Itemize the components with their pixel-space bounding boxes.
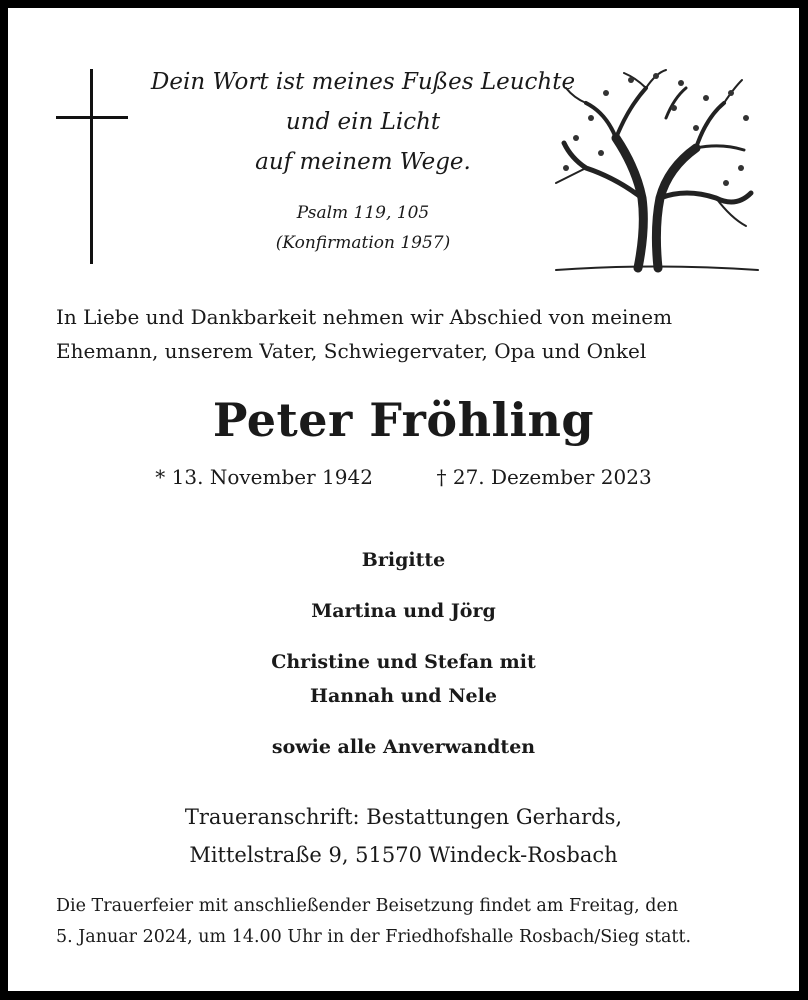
tree-icon [546, 58, 766, 278]
ceremony-line-2: 5. Januar 2024, um 14.00 Uhr in der Friedhofshalle Rosbach/Sieg statt. [56, 927, 692, 947]
verse-line-3: auf meinem Wege. [255, 149, 471, 175]
confirmation-note: (Konfirmation 1957) [275, 233, 451, 253]
intro-line-2: Ehemann, unserem Vater, Schwiegervater, Opa und Onkel [56, 339, 647, 363]
verse-line-2: und ein Licht [285, 109, 441, 135]
obituary-notice [8, 8, 799, 991]
ceremony-info [56, 891, 766, 953]
deceased-name: Peter Fröhling [212, 393, 595, 447]
family-child-1: Martina und Jörg [311, 600, 496, 622]
verse-line-1: Dein Wort ist meines Fußes Leuchte [150, 69, 576, 95]
family-child-2-line-1: Christine und Stefan mit [271, 651, 536, 673]
address-line-1: Traueranschrift: Bestattungen Gerhards, [184, 805, 623, 829]
life-dates [8, 465, 799, 489]
bible-verse [128, 62, 598, 182]
ceremony-line-1: Die Trauerfeier mit anschließender Beisetzung findet am Freitag, den [56, 896, 679, 916]
family-relatives: sowie alle Anverwandten [271, 736, 536, 758]
intro-line-1: In Liebe und Dankbarkeit nehmen wir Abschied von meinem [56, 305, 673, 329]
birth-date: * 13. November 1942 [155, 465, 373, 489]
verse-reference-block [178, 198, 548, 258]
death-date: † 27. Dezember 2023 [436, 465, 652, 489]
family-child-2-line-2: Hannah und Nele [310, 685, 497, 707]
address-line-2: Mittelstraße 9, 51570 Windeck-Rosbach [189, 843, 618, 867]
intro-text [56, 300, 776, 368]
verse-reference: Psalm 119, 105 [296, 203, 430, 223]
mourning-address [8, 798, 799, 874]
family-spouse: Brigitte [361, 549, 446, 571]
